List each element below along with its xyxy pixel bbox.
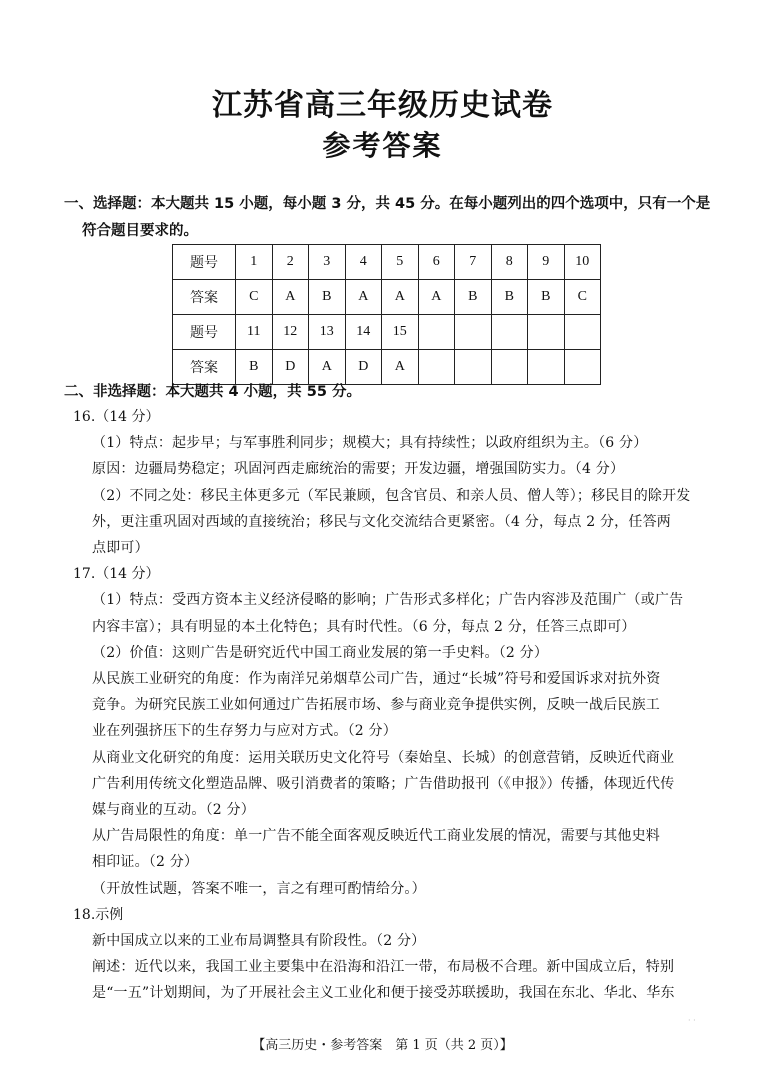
answer-table-cell: 14 — [345, 315, 382, 350]
answer-table-cell — [564, 350, 601, 385]
answer-table-cell: 5 — [382, 245, 419, 280]
answer-table-cell: 7 — [455, 245, 492, 280]
body-line: 广告利用传统文化塑造品牌、吸引消费者的策略；广告借助报刊（《申报》）传播，体现近代传 — [92, 775, 675, 792]
section2-heading: 二、非选择题：本大题共 4 小题，共 55 分。 — [64, 384, 361, 400]
body-line: 媒与商业的互动。（2 分） — [92, 802, 255, 818]
section1-heading-cont: 符合题目要求的。 — [82, 223, 198, 239]
answer-table-cell: A — [382, 280, 419, 315]
answer-table-cell: 8 — [491, 245, 528, 280]
answer-table-row-label: 题号 — [173, 315, 236, 350]
answer-table-cell: C — [564, 280, 601, 315]
body-line: 新中国成立以来的工业布局调整具有阶段性。（2 分） — [92, 933, 426, 949]
answer-table-cell: 13 — [309, 315, 346, 350]
answer-table-cell: B — [309, 280, 346, 315]
answer-table-cell: A — [345, 280, 382, 315]
document-title: 江苏省高三年级历史试卷 — [212, 88, 553, 123]
body-line: 是“一五”计划期间，为了开展社会主义工业化和便于接受苏联援助，我国在东北、华北、华东 — [92, 985, 675, 1002]
answer-table-cell — [418, 350, 455, 385]
answer-table-cell: 15 — [382, 315, 419, 350]
body-line: 从广告局限性的角度：单一广告不能全面客观反映近代工商业发展的情况，需要与其他史料 — [92, 828, 660, 845]
answer-table-cell — [528, 315, 565, 350]
answer-table-cell: 10 — [564, 245, 601, 280]
answer-table-cell: A — [272, 280, 309, 315]
answer-table-cell: 4 — [345, 245, 382, 280]
scan-mark: · · — [688, 1016, 696, 1025]
answer-table-cell — [564, 315, 601, 350]
answer-table — [172, 244, 601, 385]
answer-table-cell — [455, 350, 492, 385]
answer-table-cell: 6 — [418, 245, 455, 280]
answer-table-cell: A — [309, 350, 346, 385]
body-line: 原因：边疆局势稳定；巩固河西走廊统治的需要；开发边疆，增强国防实力。（4 分） — [92, 461, 625, 478]
page-footer: 【高三历史・参考答案 第 1 页（共 2 页）】 — [252, 1038, 513, 1053]
answer-table-cell — [491, 350, 528, 385]
answer-table-cell — [455, 315, 492, 350]
body-line: 竞争。为研究民族工业如何通过广告拓展市场、参与商业竞争提供实例，反映一战后民族工 — [92, 697, 660, 714]
answer-table-row-label: 答案 — [173, 280, 236, 315]
body-line: 17.（14 分） — [73, 566, 160, 583]
answer-table-row — [173, 280, 601, 315]
body-line: 内容丰富）；具有明显的本土化特色；具有时代性。（6 分，每点 2 分，任答三点即可） — [92, 618, 636, 635]
answer-table-cell — [491, 315, 528, 350]
answer-table-cell: 2 — [272, 245, 309, 280]
body-line: （1）特点：受西方资本主义经济侵略的影响；广告形式多样化；广告内容涉及范围广（或广告 — [92, 592, 684, 609]
answer-table-cell: 12 — [272, 315, 309, 350]
body-line: 相印证。（2 分） — [92, 854, 199, 871]
answer-table-cell: A — [418, 280, 455, 315]
body-line: 从商业文化研究的角度：运用关联历史文化符号（秦始皇、长城）的创意营销，反映近代商业 — [92, 749, 675, 766]
section1-heading: 一、选择题：本大题共 15 小题，每小题 3 分，共 45 分。在每小题列出的四个选项中，只有一个是 — [64, 196, 711, 212]
answer-table-cell: A — [382, 350, 419, 385]
answer-table-cell: B — [528, 280, 565, 315]
body-line: 阐述：近代以来，我国工业主要集中在沿海和沿江一带，布局极不合理。新中国成立后，特别 — [92, 959, 675, 976]
answer-table-row-label: 答案 — [173, 350, 236, 385]
answer-table-cell: B — [491, 280, 528, 315]
body-line: 18.示例 — [73, 906, 124, 923]
answer-table-row — [173, 315, 601, 350]
body-line: 点即可） — [92, 540, 149, 556]
answer-table-row — [173, 245, 601, 280]
answer-table-cell — [528, 350, 565, 385]
answer-table-cell: D — [272, 350, 309, 385]
body-line: （2）价值：这则广告是研究近代中国工商业发展的第一手史料。（2 分） — [92, 644, 549, 661]
answer-table-cell: D — [345, 350, 382, 385]
body-line: （开放性试题，答案不唯一，言之有理可酌情给分。） — [92, 880, 426, 897]
answer-table-cell: 9 — [528, 245, 565, 280]
answer-table-cell: C — [236, 280, 273, 315]
answer-table-cell: 11 — [236, 315, 273, 350]
document-subtitle: 参考答案 — [322, 129, 443, 162]
body-line: （1）特点：起步早；与军事胜利同步；规模大；具有持续性；以政府组织为主。（6 分） — [92, 435, 648, 452]
answer-table-cell: B — [455, 280, 492, 315]
body-line: 外，更注重巩固对西域的直接统治；移民与文化交流结合更紧密。（4 分，每点 2 分，任答两 — [92, 513, 671, 530]
answer-table-cell: 3 — [309, 245, 346, 280]
body-line: （2）不同之处：移民主体更多元（军民兼顾，包含官员、和亲人员、僧人等）；移民目的除开发 — [92, 487, 691, 504]
answer-table-cell: B — [236, 350, 273, 385]
body-line: 从民族工业研究的角度：作为南洋兄弟烟草公司广告，通过“长城”符号和爱国诉求对抗外资 — [92, 671, 661, 687]
body-line: 业在列强挤压下的生存努力与应对方式。（2 分） — [92, 723, 397, 740]
body-line: 16.（14 分） — [73, 409, 160, 425]
answer-table-cell — [418, 315, 455, 350]
answer-table-row-label: 题号 — [173, 245, 236, 280]
answer-table-cell: 1 — [236, 245, 273, 280]
